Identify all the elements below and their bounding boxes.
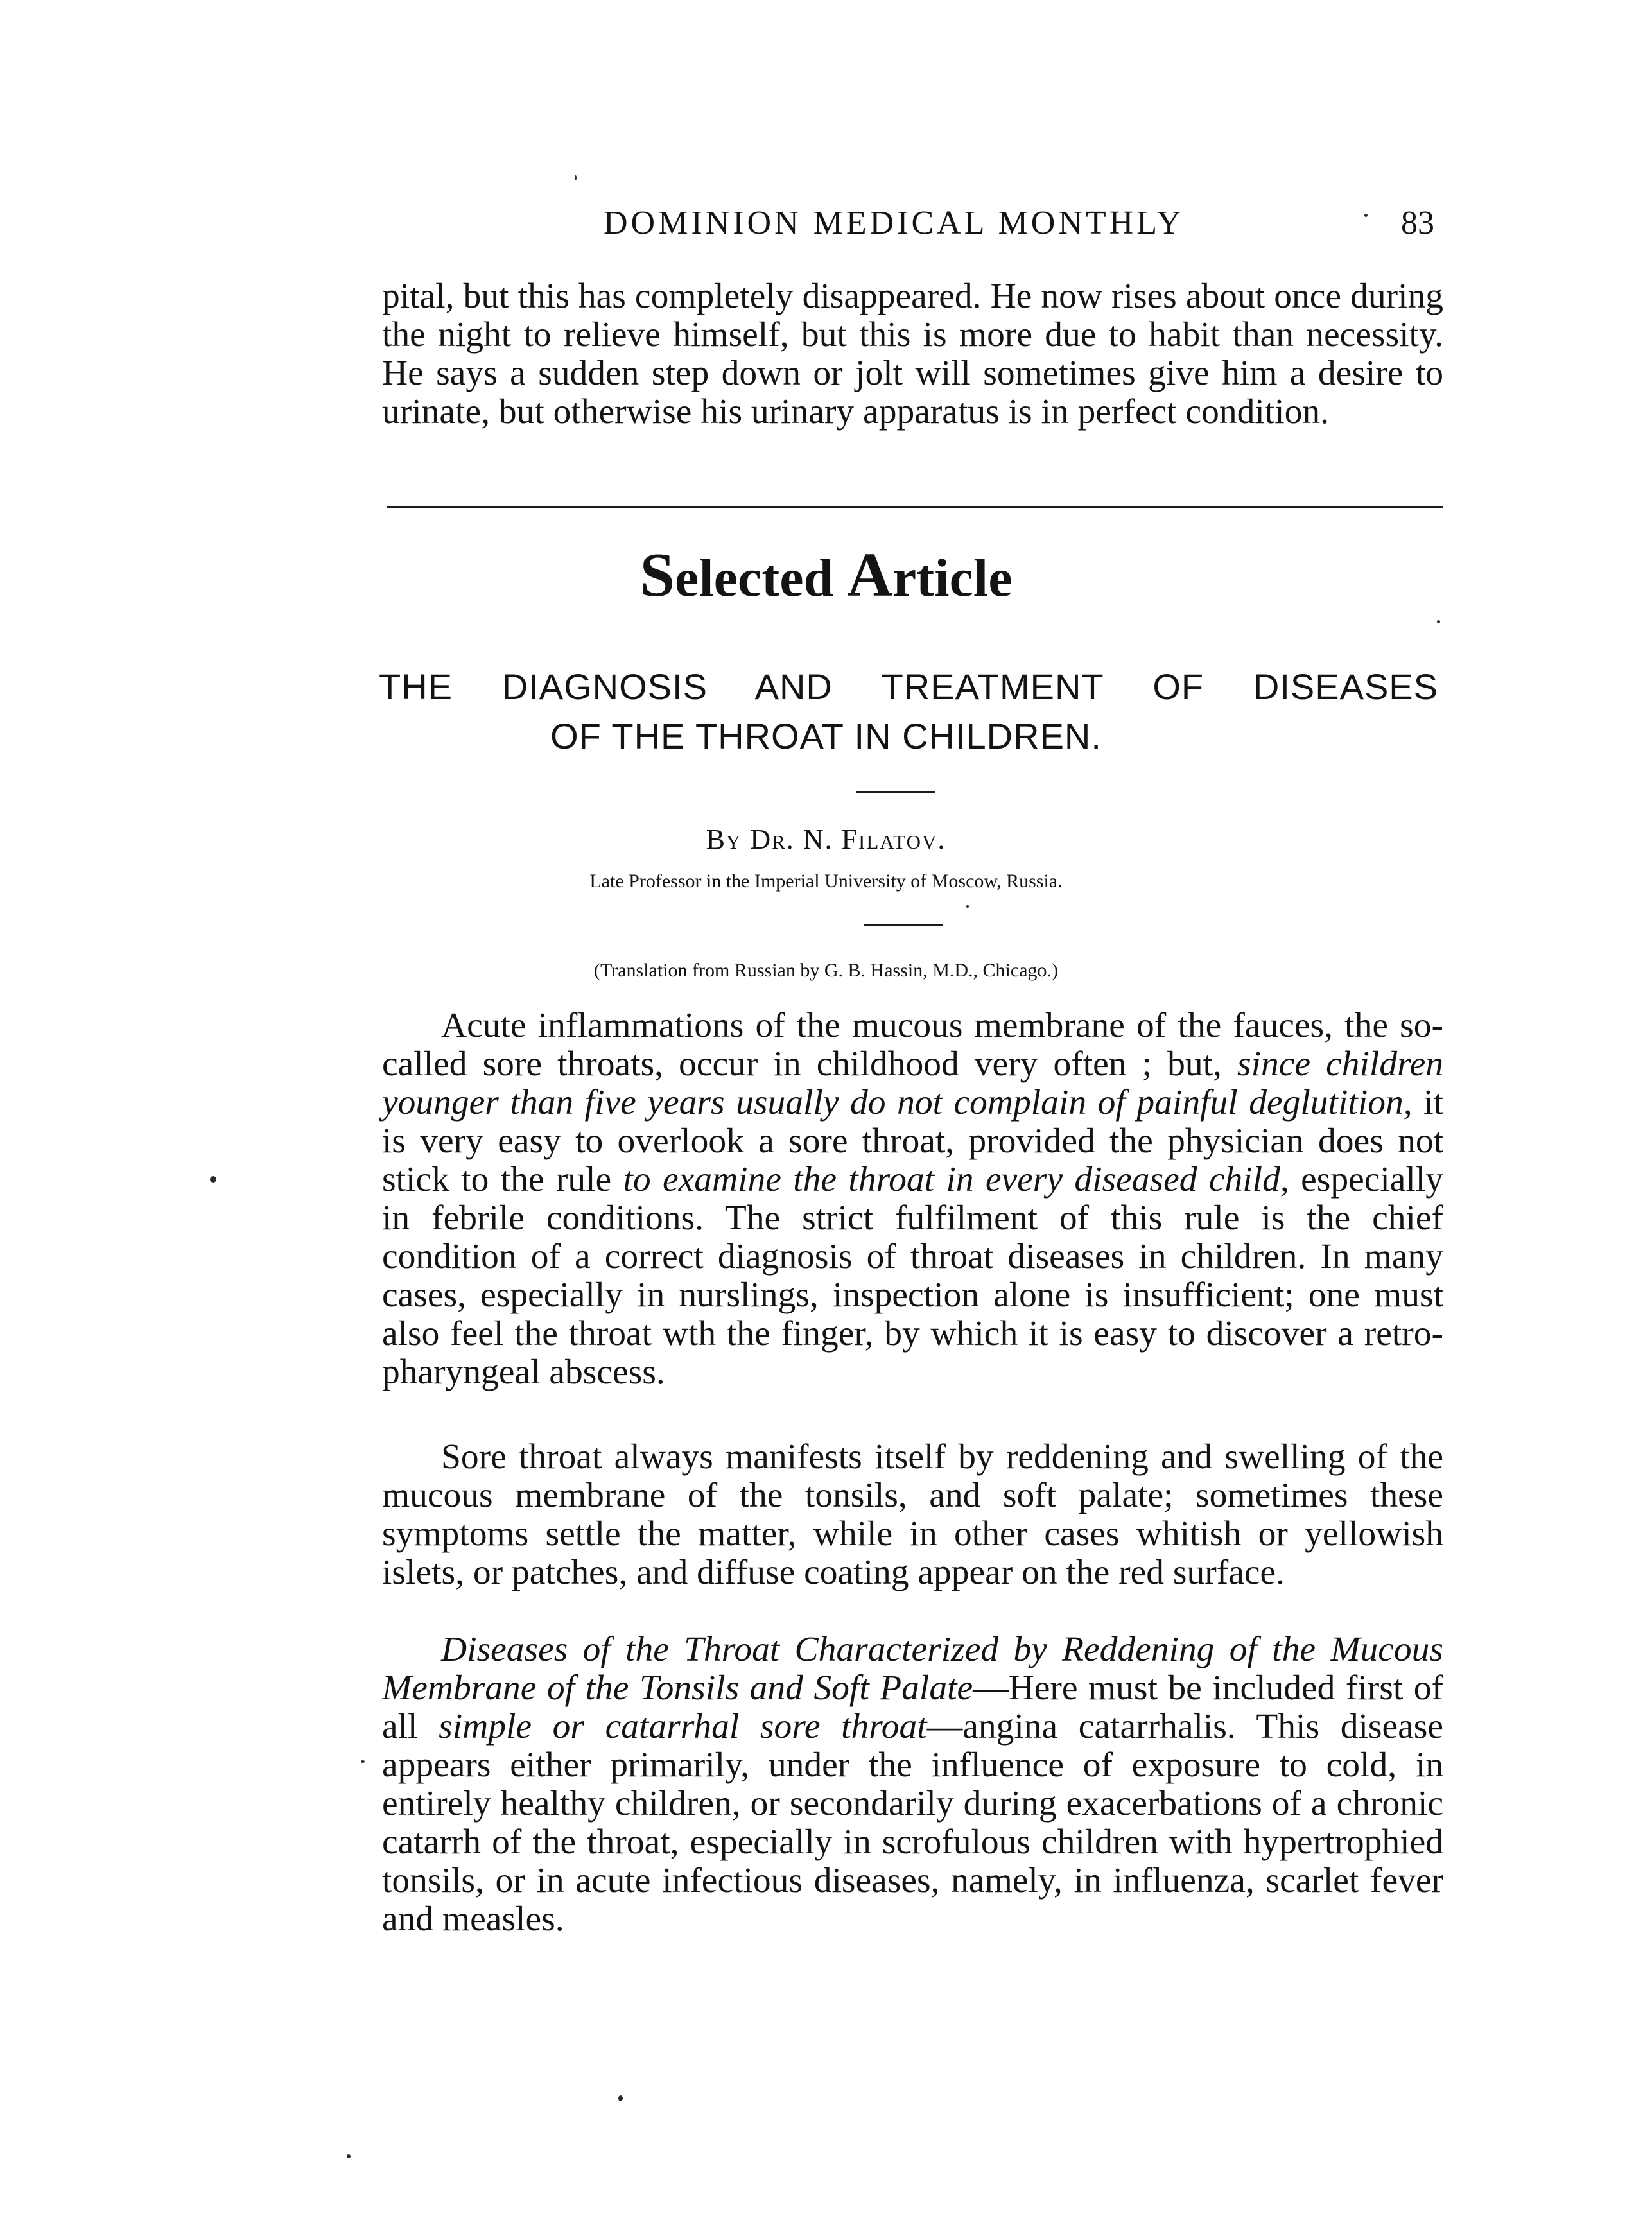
running-head: DOMINION MEDICAL MONTHLY	[604, 205, 1185, 241]
paragraph-1-text-c: especially in febrile conditions. The strict fulfilment of this rule is the chief condition of a correct diagnosis of throat diseases in children. In many cases, especially in nurslings, inspection alone is insufficient; one must also feel the throat wth the finger, by which it is easy to discover a retro-pharyngeal abscess.	[382, 1160, 1443, 1392]
paragraph-3-subheading: Diseases of the Throat Characterized by Reddening of the Mucous Membrane of the Tonsils and Soft Palate	[382, 1630, 1443, 1708]
section-heading-initial-s: S	[639, 541, 675, 610]
page-number: 83	[1401, 205, 1434, 241]
print-speck	[1364, 214, 1368, 217]
paragraph-1-emphasis-a: since children younger than five years usually do not complain of painful deglutition,	[382, 1044, 1443, 1122]
title-rule	[856, 791, 935, 793]
print-speck	[210, 1176, 216, 1183]
section-divider-rule	[387, 506, 1443, 508]
paragraph-3-text-a: —Here must be included first of all	[382, 1668, 1443, 1746]
article-title-line-1: THE DIAGNOSIS AND TREATMENT OF DISEASES	[379, 666, 1438, 707]
print-speck	[347, 2154, 351, 2158]
article-title-line-2: OF THE THROAT IN CHILDREN.	[550, 716, 1102, 756]
print-speck	[361, 1760, 365, 1763]
continued-paragraph: pital, but this has completely disappeared. He now rises about once during the night to relieve himself, but this is more due to habit than necessity. He says a sudden step down or jolt will sometimes give him a desire to urinate, but otherwise his urinary apparatus is in perfect condition.	[382, 277, 1443, 431]
paragraph-1-text-b: it is very easy to overlook a sore throat, provided the physician does not stick to the rule	[382, 1083, 1443, 1199]
paragraph-1	[382, 1007, 1443, 1392]
paragraph-2: Sore throat always manifests itself by reddening and swelling of the mucous membrane of the tonsils, and soft palate; sometimes these symptoms settle the matter, while in other cases whitish or yellowish islets, or patches, and diffuse coating appear on the red surface.	[382, 1437, 1443, 1592]
paragraph-3	[382, 1631, 1443, 1939]
paragraph-1-text-a: Acute inflammations of the mucous membrane of the fauces, the so-called sore throats, occur in childhood very often ; but,	[382, 1006, 1443, 1084]
paragraph-1-emphasis-b: to examine the throat in every diseased child,	[623, 1160, 1289, 1199]
section-heading-word-2: rticle	[892, 548, 1013, 608]
section-heading-word-1: elected	[675, 548, 848, 608]
print-speck	[966, 905, 969, 908]
author-byline: By Dr. N. Filatov.	[706, 824, 946, 855]
byline-rule	[864, 924, 943, 926]
print-speck	[575, 175, 577, 180]
section-heading	[0, 539, 1652, 611]
author-affiliation: Late Professor in the Imperial University of Moscow, Russia.	[589, 871, 1063, 892]
section-heading-initial-a: A	[847, 541, 892, 610]
print-speck	[1437, 620, 1440, 623]
print-speck	[618, 2095, 623, 2101]
paragraph-3-text-b: —angina catarrhalis. This disease appears either primarily, under the influence of exposure to cold, in entirely healthy children, or secondarily during exacerbations of a chronic catarrh of the throat, especially in scrofulous children with hypertrophied tonsils, or in acute infectious diseases, namely, in influenza, scarlet fever and measles.	[382, 1707, 1443, 1939]
translation-note: (Translation from Russian by G. B. Hassin, M.D., Chicago.)	[593, 960, 1059, 981]
paragraph-3-emphasis: simple or catarrhal sore throat	[439, 1707, 927, 1746]
